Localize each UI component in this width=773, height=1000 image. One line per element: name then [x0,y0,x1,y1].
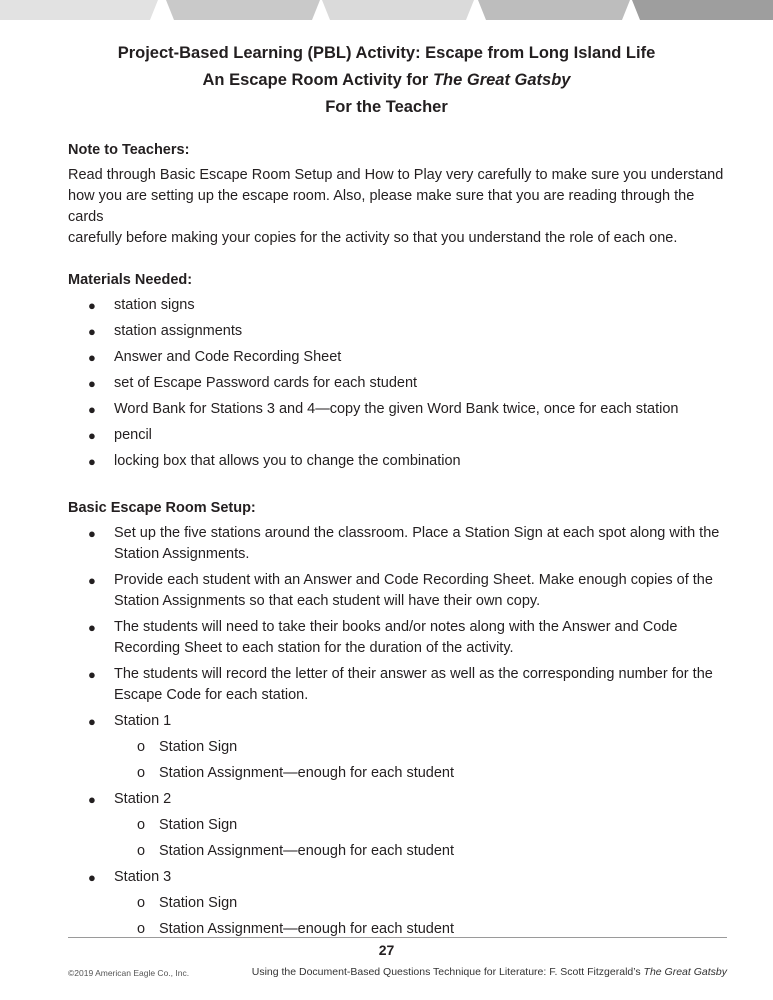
bullet-icon: ● [88,428,96,443]
bullet-icon: ● [88,792,96,807]
station-sublist [114,893,733,940]
footer-book-title [252,966,727,978]
list-item [68,399,733,420]
sub-list-item [114,737,733,758]
sub-list-item-text: Station Sign [159,817,238,833]
bullet-icon: ● [88,324,96,339]
station-label: Station 3 [114,869,172,885]
note-line: carefully before making your copies for the activity so that you understand the role of each one. [68,230,678,246]
list-item-text: set of Escape Password cards for each student [114,375,418,391]
page-number: 27 [378,942,395,958]
sub-bullet-icon: o [137,921,146,937]
sub-list-item [114,841,733,862]
list-item-line: Provide each student with an Answer and Code Recording Sheet. Make enough copies of the [114,572,713,588]
list-item-line: Recording Sheet to each station for the duration of the activity. [114,640,514,656]
list-item [68,617,733,659]
header-tab-2 [166,0,320,20]
list-item-line: The students will need to take their books and/or notes along with the Answer and Code [114,619,678,635]
bullet-icon: ● [88,454,96,469]
sub-bullet-icon: o [137,817,146,833]
page-title [0,40,773,121]
title-line-3: For the Teacher [325,98,448,116]
bullet-icon: ● [88,667,96,682]
list-item [68,373,733,394]
materials-heading: Materials Needed: [68,272,193,288]
main-content [68,140,733,945]
header-tab-4 [478,0,630,20]
list-item-text: pencil [114,427,152,443]
sub-list-item-text: Station Assignment—enough for each student [159,765,455,781]
sub-bullet-icon: o [137,739,146,755]
list-item-text: Word Bank for Stations 3 and 4—copy the given Word Bank twice, once for each station [114,401,679,417]
copyright-notice: ©2019 American Eagle Co., Inc. [68,968,190,978]
list-item [68,664,733,706]
bullet-icon: ● [88,350,96,365]
list-item-line: The students will record the letter of their answer as well as the corresponding number for the [114,666,713,682]
station-sublist [114,737,733,784]
list-item [68,425,733,446]
list-item-line: Escape Code for each station. [114,687,309,703]
sub-list-item [114,763,733,784]
sub-list-item-text: Station Sign [159,895,238,911]
header-tab-5 [632,0,773,20]
bullet-icon: ● [88,620,96,635]
list-item-text: Answer and Code Recording Sheet [114,349,342,365]
list-item [68,570,733,612]
list-item [68,347,733,368]
bullet-icon: ● [88,526,96,541]
sub-bullet-icon: o [137,895,146,911]
setup-list [68,523,733,940]
note-line: how you are setting up the escape room. Also, please make sure that you are reading through the cards [68,188,695,225]
station-label: Station 2 [114,791,172,807]
setup-heading: Basic Escape Room Setup: [68,500,256,516]
list-item-text: station assignments [114,323,243,339]
bullet-icon: ● [88,573,96,588]
sub-bullet-icon: o [137,843,146,859]
header-tab-3 [322,0,474,20]
header-tab-1 [0,0,158,20]
title-line-1: Project-Based Learning (PBL) Activity: Escape from Long Island Life [117,44,656,62]
list-item-line: Station Assignments. [114,546,250,562]
list-item [68,321,733,342]
list-item [68,295,733,316]
list-item-text: locking box that allows you to change the combination [114,453,461,469]
footer-book-prefix: Using the Document-Based Questions Technique for Literature: F. Scott Fitzgerald’s [251,966,644,978]
note-line: Read through Basic Escape Room Setup and How to Play very carefully to make sure you understand [68,167,724,183]
sub-list-item-text: Station Sign [159,739,238,755]
sub-list-item-text: Station Assignment—enough for each student [159,921,455,937]
footer-book-italic: The Great Gatsby [643,966,727,978]
station-item [68,867,733,940]
bullet-icon: ● [88,376,96,391]
list-item-text: station signs [114,297,195,313]
station-item [68,711,733,784]
bullet-icon: ● [88,714,96,729]
station-sublist [114,815,733,862]
sub-list-item [114,893,733,914]
sub-list-item [114,815,733,836]
list-item [68,451,733,472]
header-tab-strip [0,0,773,22]
sub-list-item-text: Station Assignment—enough for each student [159,843,455,859]
title-line-2-text: An Escape Room Activity for [202,71,433,89]
list-item-line: Set up the five stations around the classroom. Place a Station Sign at each spot along with the [114,525,720,541]
station-label: Station 1 [114,713,172,729]
bullet-icon: ● [88,870,96,885]
note-paragraph [68,165,733,249]
materials-list [68,295,733,472]
sub-bullet-icon: o [137,765,146,781]
list-item [68,523,733,565]
bullet-icon: ● [88,402,96,417]
list-item-line: Station Assignments so that each student will have their own copy. [114,593,541,609]
footer-divider [68,937,727,938]
note-heading: Note to Teachers: [68,142,190,158]
title-book-name: The Great Gatsby [432,71,571,89]
bullet-icon: ● [88,298,96,313]
station-item [68,789,733,862]
title-line-2 [0,67,773,94]
